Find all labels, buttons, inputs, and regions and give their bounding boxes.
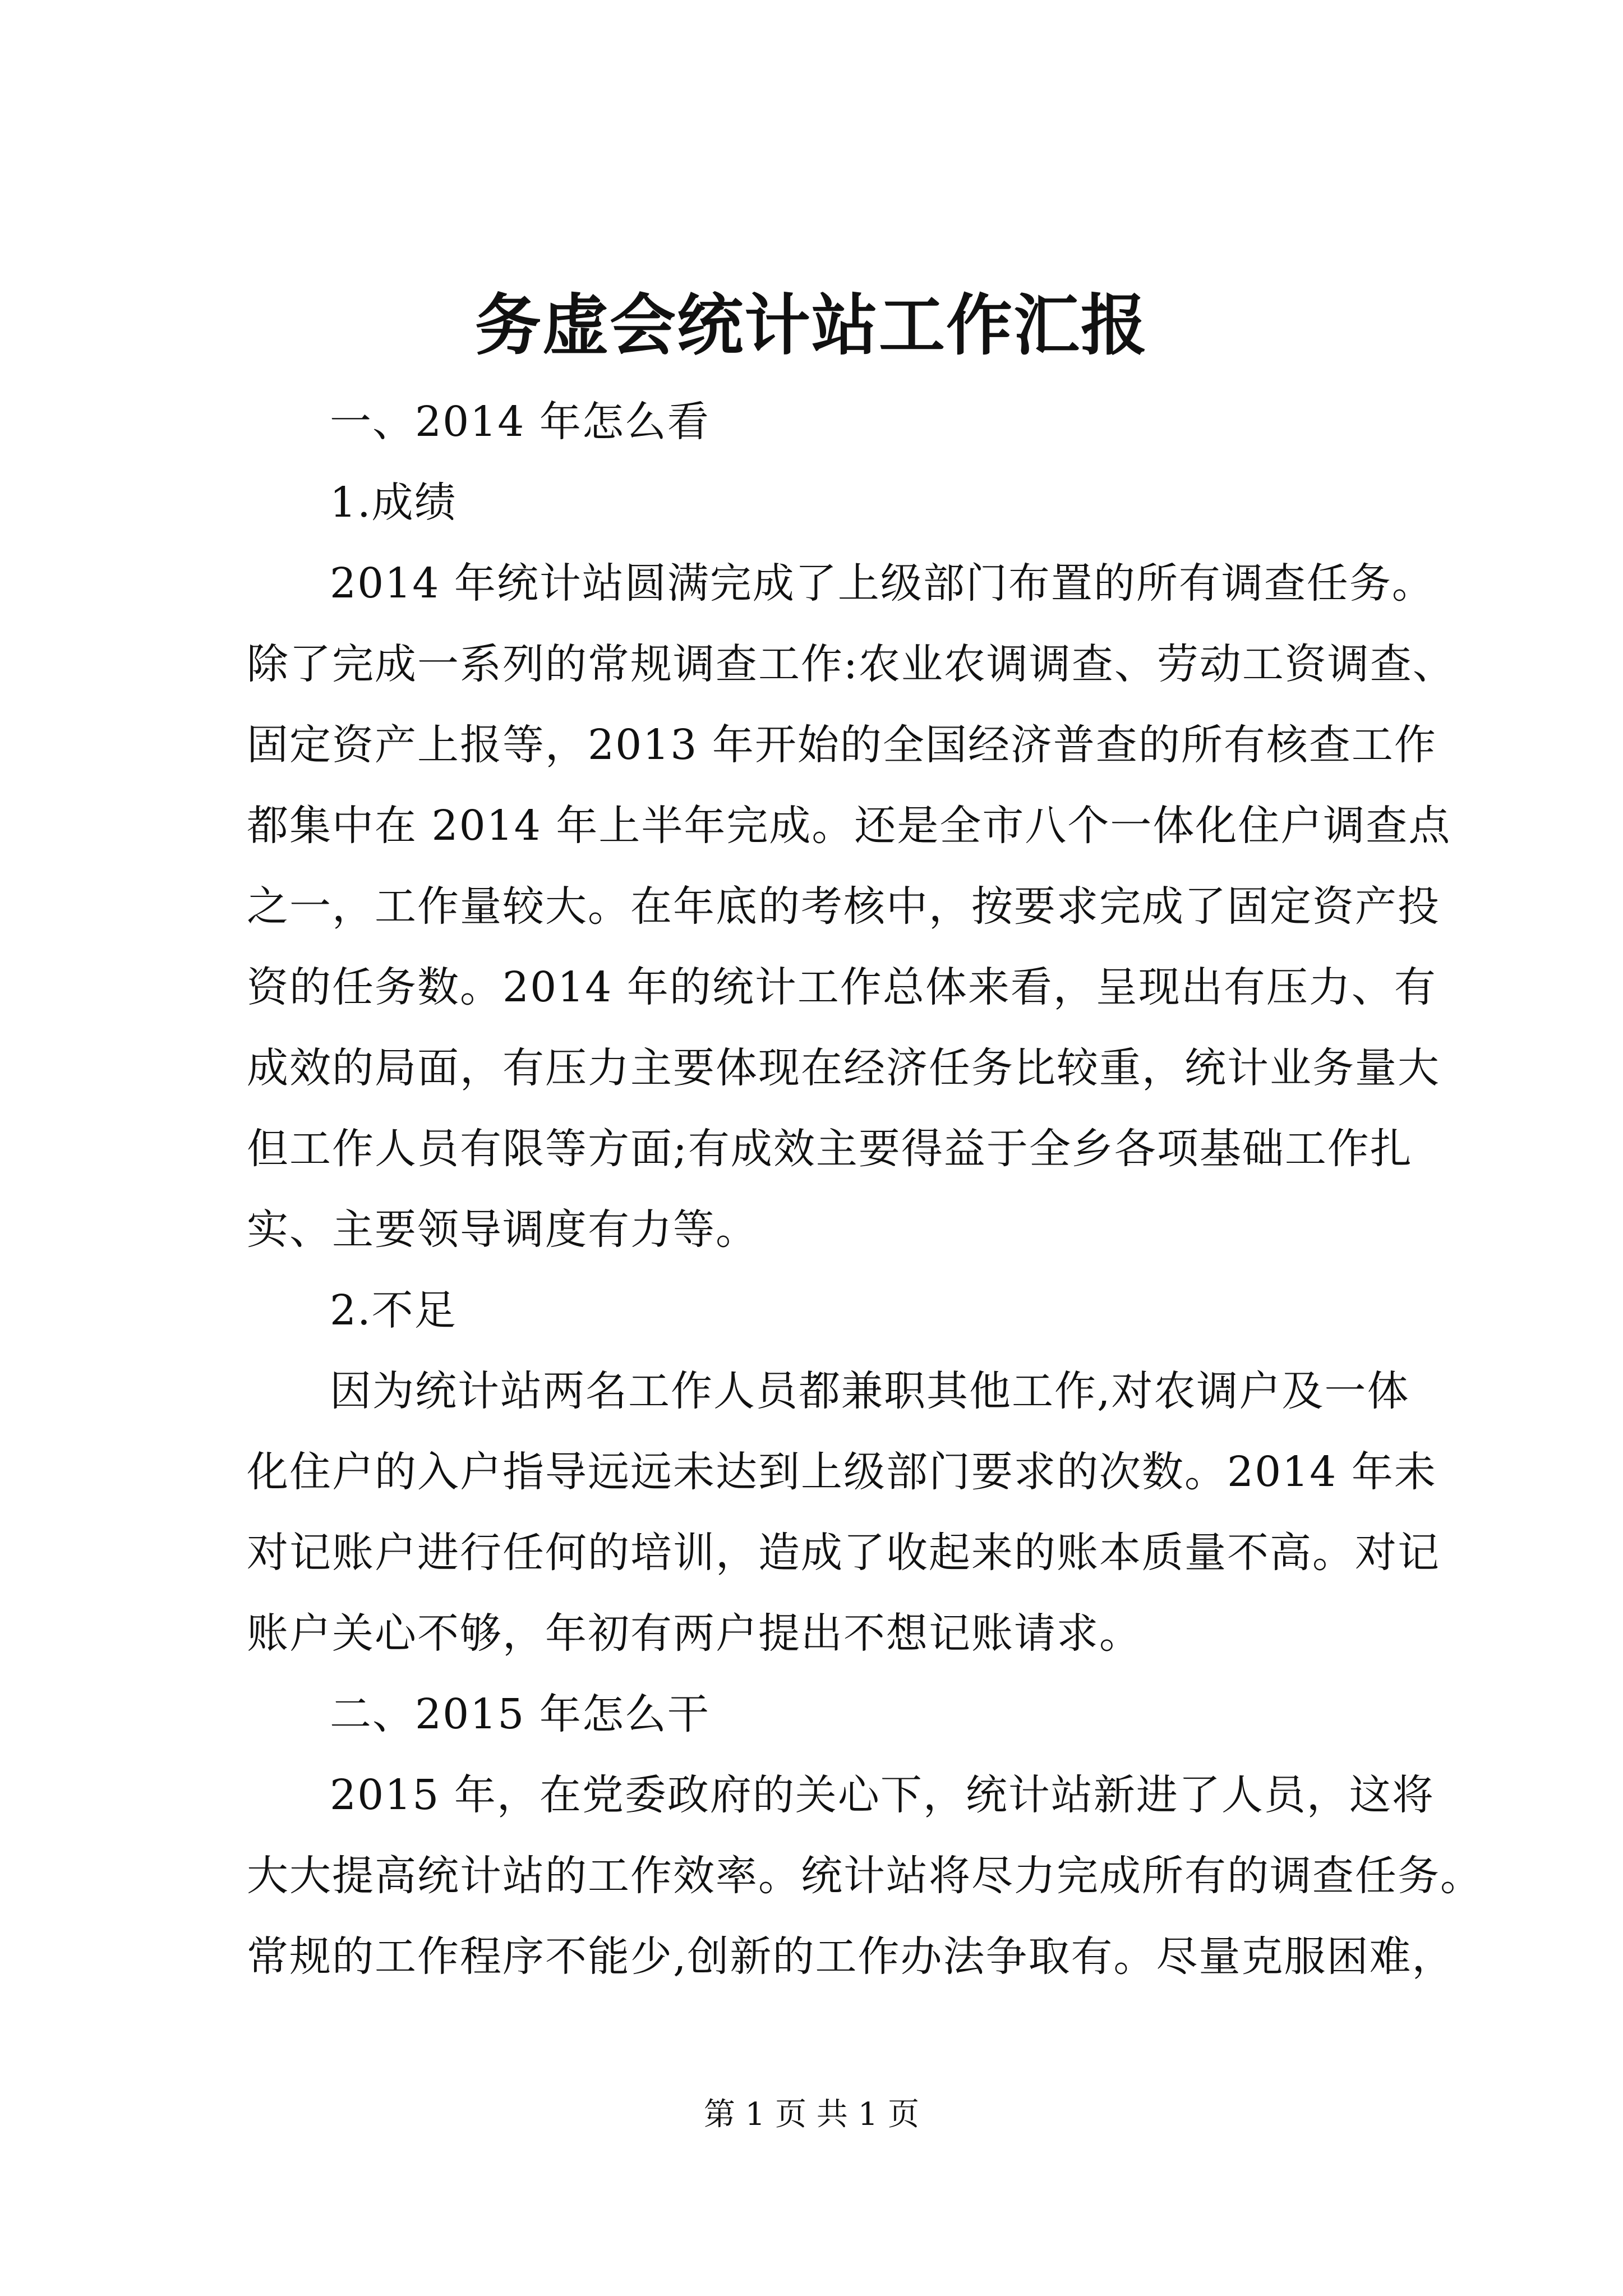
paragraph-line: 因为统计站两名工作人员都兼职其他工作,对农调户及一体 bbox=[330, 1367, 1410, 1415]
paragraph-line: 除了完成一系列的常规调查工作:农业农调调查、劳动工资调查、 bbox=[247, 640, 1455, 688]
document-body bbox=[247, 381, 1483, 1997]
paragraph-line: 化住户的入户指导远远未达到上级部门要求的次数。2014 年未 bbox=[247, 1448, 1437, 1496]
paragraph-line: 2014 年统计站圆满完成了上级部门布置的所有调查任务。 bbox=[330, 559, 1435, 608]
section-heading: 一、2014 年怎么看 bbox=[330, 398, 710, 446]
paragraph-line: 大大提高统计站的工作效率。统计站将尽力完成所有的调查任务。 bbox=[247, 1852, 1483, 1900]
paragraph-line: 账户关心不够，年初有两户提出不想记账请求。 bbox=[247, 1609, 1142, 1658]
subsection-heading: 2.不足 bbox=[330, 1286, 457, 1335]
subsection-heading: 1.成绩 bbox=[330, 478, 457, 527]
paragraph-line: 固定资产上报等，2013 年开始的全国经济普查的所有核查工作 bbox=[247, 721, 1437, 769]
document-title: 务虚会统计站工作汇报 bbox=[474, 286, 1148, 364]
paragraph-line: 常规的工作程序不能少,创新的工作办法争取有。尽量克服困难， bbox=[247, 1932, 1455, 1981]
page-footer: 第 1 页 共 1 页 bbox=[703, 2096, 920, 2133]
paragraph-line: 对记账户进行任何的培训，造成了收起来的账本质量不高。对记 bbox=[247, 1529, 1440, 1577]
paragraph-line: 实、主要领导调度有力等。 bbox=[247, 1205, 758, 1254]
paragraph-line: 成效的局面，有压力主要体现在经济任务比较重，统计业务量大 bbox=[247, 1044, 1440, 1092]
paragraph-line: 都集中在 2014 年上半年完成。还是全市八个一体化住户调查点 bbox=[247, 802, 1451, 850]
section-heading: 二、2015 年怎么干 bbox=[330, 1690, 710, 1738]
paragraph-line: 资的任务数。2014 年的统计工作总体来看，呈现出有压力、有 bbox=[247, 963, 1437, 1011]
paragraph-line: 但工作人员有限等方面;有成效主要得益于全乡各项基础工作扎 bbox=[247, 1125, 1413, 1173]
paragraph-line: 之一，工作量较大。在年底的考核中，按要求完成了固定资产投 bbox=[247, 882, 1440, 931]
paragraph-line: 2015 年，在党委政府的关心下，统计站新进了人员，这将 bbox=[330, 1771, 1435, 1819]
